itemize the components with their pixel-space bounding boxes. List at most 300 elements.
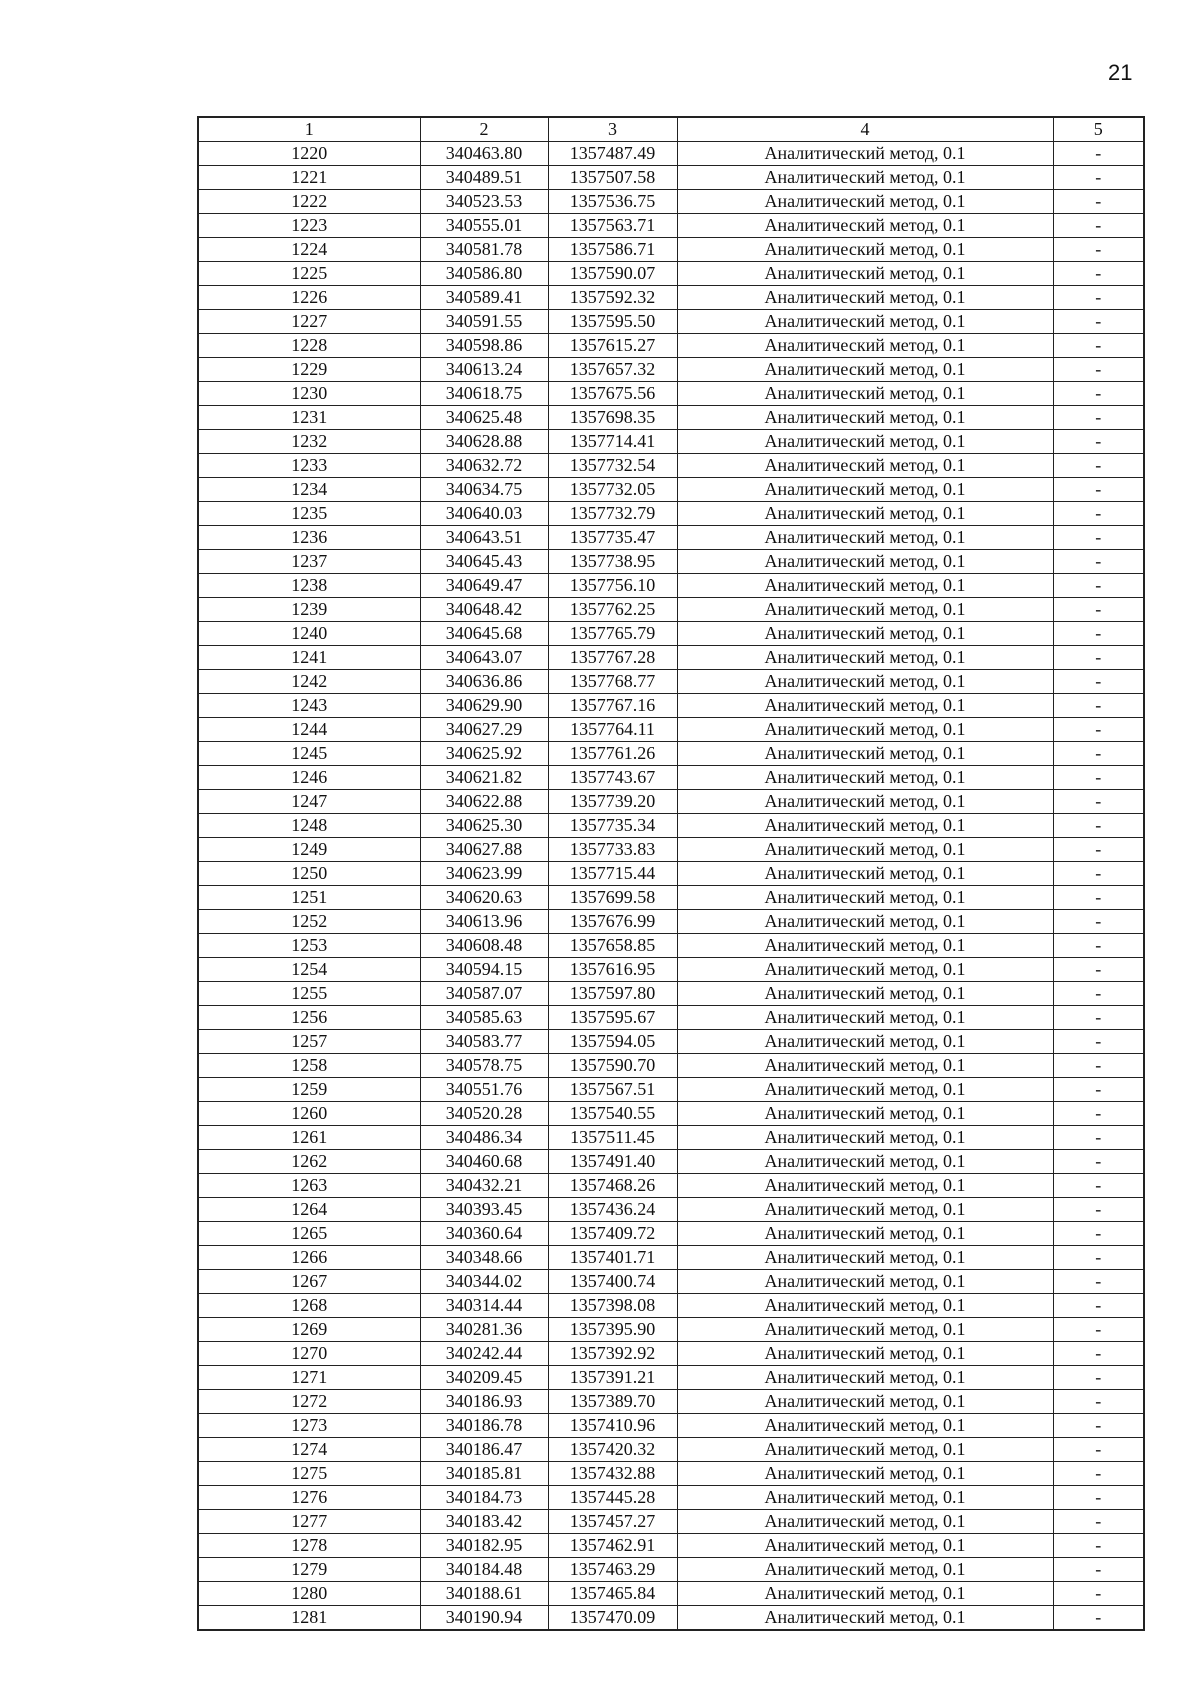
x-coordinate-cell: 340627.29 — [420, 718, 548, 742]
x-coordinate-cell: 340555.01 — [420, 214, 548, 238]
note-cell: - — [1053, 766, 1144, 790]
y-coordinate-cell: 1357615.27 — [548, 334, 677, 358]
point-number-cell: 1252 — [198, 910, 420, 934]
point-number-cell: 1253 — [198, 934, 420, 958]
y-coordinate-cell: 1357594.05 — [548, 1030, 677, 1054]
header-row — [198, 117, 1144, 142]
x-coordinate-cell: 340578.75 — [420, 1054, 548, 1078]
x-coordinate-cell: 340344.02 — [420, 1270, 548, 1294]
method-cell: Аналитический метод, 0.1 — [677, 1390, 1053, 1414]
x-coordinate-cell: 340643.51 — [420, 526, 548, 550]
y-coordinate-cell: 1357767.16 — [548, 694, 677, 718]
method-cell: Аналитический метод, 0.1 — [677, 166, 1053, 190]
table-row — [198, 1366, 1144, 1390]
x-coordinate-cell: 340587.07 — [420, 982, 548, 1006]
method-cell: Аналитический метод, 0.1 — [677, 1534, 1053, 1558]
table-row — [198, 1510, 1144, 1534]
x-coordinate-cell: 340183.42 — [420, 1510, 548, 1534]
point-number-cell: 1277 — [198, 1510, 420, 1534]
x-coordinate-cell: 340460.68 — [420, 1150, 548, 1174]
y-coordinate-cell: 1357595.50 — [548, 310, 677, 334]
point-number-cell: 1251 — [198, 886, 420, 910]
table-row — [198, 1174, 1144, 1198]
table-row — [198, 262, 1144, 286]
x-coordinate-cell: 340608.48 — [420, 934, 548, 958]
note-cell: - — [1053, 1390, 1144, 1414]
method-cell: Аналитический метод, 0.1 — [677, 1366, 1053, 1390]
method-cell: Аналитический метод, 0.1 — [677, 1102, 1053, 1126]
x-coordinate-cell: 340589.41 — [420, 286, 548, 310]
x-coordinate-cell: 340360.64 — [420, 1222, 548, 1246]
x-coordinate-cell: 340348.66 — [420, 1246, 548, 1270]
table-row — [198, 1270, 1144, 1294]
x-coordinate-cell: 340643.07 — [420, 646, 548, 670]
point-number-cell: 1239 — [198, 598, 420, 622]
note-cell: - — [1053, 718, 1144, 742]
point-number-cell: 1246 — [198, 766, 420, 790]
point-number-cell: 1234 — [198, 478, 420, 502]
point-number-cell: 1279 — [198, 1558, 420, 1582]
x-coordinate-cell: 340649.47 — [420, 574, 548, 598]
y-coordinate-cell: 1357595.67 — [548, 1006, 677, 1030]
x-coordinate-cell: 340583.77 — [420, 1030, 548, 1054]
table-header — [198, 117, 1144, 142]
point-number-cell: 1244 — [198, 718, 420, 742]
y-coordinate-cell: 1357658.85 — [548, 934, 677, 958]
x-coordinate-cell: 340185.81 — [420, 1462, 548, 1486]
x-coordinate-cell: 340186.78 — [420, 1414, 548, 1438]
note-cell: - — [1053, 1366, 1144, 1390]
method-cell: Аналитический метод, 0.1 — [677, 1582, 1053, 1606]
header-col-5: 5 — [1053, 117, 1144, 142]
y-coordinate-cell: 1357699.58 — [548, 886, 677, 910]
method-cell: Аналитический метод, 0.1 — [677, 934, 1053, 958]
method-cell: Аналитический метод, 0.1 — [677, 1006, 1053, 1030]
x-coordinate-cell: 340640.03 — [420, 502, 548, 526]
point-number-cell: 1230 — [198, 382, 420, 406]
x-coordinate-cell: 340648.42 — [420, 598, 548, 622]
page-number: 21 — [1108, 60, 1133, 85]
table-row — [198, 1246, 1144, 1270]
method-cell: Аналитический метод, 0.1 — [677, 574, 1053, 598]
point-number-cell: 1255 — [198, 982, 420, 1006]
y-coordinate-cell: 1357567.51 — [548, 1078, 677, 1102]
table-row — [198, 1558, 1144, 1582]
note-cell: - — [1053, 214, 1144, 238]
point-number-cell: 1243 — [198, 694, 420, 718]
x-coordinate-cell: 340523.53 — [420, 190, 548, 214]
note-cell: - — [1053, 574, 1144, 598]
x-coordinate-cell: 340645.68 — [420, 622, 548, 646]
table-row — [198, 958, 1144, 982]
y-coordinate-cell: 1357732.54 — [548, 454, 677, 478]
point-number-cell: 1232 — [198, 430, 420, 454]
note-cell: - — [1053, 334, 1144, 358]
point-number-cell: 1272 — [198, 1390, 420, 1414]
method-cell: Аналитический метод, 0.1 — [677, 1294, 1053, 1318]
x-coordinate-cell: 340636.86 — [420, 670, 548, 694]
x-coordinate-cell: 340613.96 — [420, 910, 548, 934]
method-cell: Аналитический метод, 0.1 — [677, 1030, 1053, 1054]
note-cell: - — [1053, 790, 1144, 814]
table-row — [198, 1606, 1144, 1631]
point-number-cell: 1221 — [198, 166, 420, 190]
table-row — [198, 1486, 1144, 1510]
point-number-cell: 1260 — [198, 1102, 420, 1126]
x-coordinate-cell: 340209.45 — [420, 1366, 548, 1390]
table-row — [198, 838, 1144, 862]
note-cell: - — [1053, 1294, 1144, 1318]
header-col-1: 1 — [198, 117, 420, 142]
y-coordinate-cell: 1357457.27 — [548, 1510, 677, 1534]
y-coordinate-cell: 1357445.28 — [548, 1486, 677, 1510]
x-coordinate-cell: 340632.72 — [420, 454, 548, 478]
x-coordinate-cell: 340594.15 — [420, 958, 548, 982]
note-cell: - — [1053, 742, 1144, 766]
x-coordinate-cell: 340629.90 — [420, 694, 548, 718]
method-cell: Аналитический метод, 0.1 — [677, 1342, 1053, 1366]
point-number-cell: 1262 — [198, 1150, 420, 1174]
point-number-cell: 1264 — [198, 1198, 420, 1222]
method-cell: Аналитический метод, 0.1 — [677, 262, 1053, 286]
y-coordinate-cell: 1357420.32 — [548, 1438, 677, 1462]
y-coordinate-cell: 1357732.79 — [548, 502, 677, 526]
method-cell: Аналитический метод, 0.1 — [677, 550, 1053, 574]
x-coordinate-cell: 340486.34 — [420, 1126, 548, 1150]
note-cell: - — [1053, 646, 1144, 670]
note-cell: - — [1053, 1246, 1144, 1270]
note-cell: - — [1053, 1102, 1144, 1126]
point-number-cell: 1231 — [198, 406, 420, 430]
note-cell: - — [1053, 1582, 1144, 1606]
point-number-cell: 1236 — [198, 526, 420, 550]
method-cell: Аналитический метод, 0.1 — [677, 1246, 1053, 1270]
y-coordinate-cell: 1357392.92 — [548, 1342, 677, 1366]
table-row — [198, 1390, 1144, 1414]
x-coordinate-cell: 340551.76 — [420, 1078, 548, 1102]
y-coordinate-cell: 1357735.47 — [548, 526, 677, 550]
x-coordinate-cell: 340634.75 — [420, 478, 548, 502]
table-row — [198, 1054, 1144, 1078]
method-cell: Аналитический метод, 0.1 — [677, 526, 1053, 550]
table-row — [198, 502, 1144, 526]
x-coordinate-cell: 340628.88 — [420, 430, 548, 454]
y-coordinate-cell: 1357767.28 — [548, 646, 677, 670]
point-number-cell: 1249 — [198, 838, 420, 862]
method-cell: Аналитический метод, 0.1 — [677, 886, 1053, 910]
y-coordinate-cell: 1357765.79 — [548, 622, 677, 646]
table-row — [198, 1078, 1144, 1102]
x-coordinate-cell: 340520.28 — [420, 1102, 548, 1126]
note-cell: - — [1053, 550, 1144, 574]
note-cell: - — [1053, 1150, 1144, 1174]
table-row — [198, 718, 1144, 742]
method-cell: Аналитический метод, 0.1 — [677, 334, 1053, 358]
x-coordinate-cell: 340620.63 — [420, 886, 548, 910]
y-coordinate-cell: 1357410.96 — [548, 1414, 677, 1438]
method-cell: Аналитический метод, 0.1 — [677, 790, 1053, 814]
table-row — [198, 982, 1144, 1006]
table-row — [198, 862, 1144, 886]
y-coordinate-cell: 1357401.71 — [548, 1246, 677, 1270]
table-row — [198, 310, 1144, 334]
point-number-cell: 1240 — [198, 622, 420, 646]
method-cell: Аналитический метод, 0.1 — [677, 286, 1053, 310]
method-cell: Аналитический метод, 0.1 — [677, 1510, 1053, 1534]
point-number-cell: 1220 — [198, 142, 420, 166]
point-number-cell: 1270 — [198, 1342, 420, 1366]
note-cell: - — [1053, 1174, 1144, 1198]
method-cell: Аналитический метод, 0.1 — [677, 190, 1053, 214]
point-number-cell: 1261 — [198, 1126, 420, 1150]
x-coordinate-cell: 340182.95 — [420, 1534, 548, 1558]
y-coordinate-cell: 1357675.56 — [548, 382, 677, 406]
table-row — [198, 454, 1144, 478]
method-cell: Аналитический метод, 0.1 — [677, 430, 1053, 454]
note-cell: - — [1053, 454, 1144, 478]
point-number-cell: 1248 — [198, 814, 420, 838]
table-row — [198, 1462, 1144, 1486]
method-cell: Аналитический метод, 0.1 — [677, 1558, 1053, 1582]
point-number-cell: 1237 — [198, 550, 420, 574]
table-row — [198, 166, 1144, 190]
x-coordinate-cell: 340645.43 — [420, 550, 548, 574]
note-cell: - — [1053, 1462, 1144, 1486]
x-coordinate-cell: 340432.21 — [420, 1174, 548, 1198]
table-row — [198, 1534, 1144, 1558]
note-cell: - — [1053, 1318, 1144, 1342]
note-cell: - — [1053, 910, 1144, 934]
table-row — [198, 1582, 1144, 1606]
table-row — [198, 1198, 1144, 1222]
method-cell: Аналитический метод, 0.1 — [677, 622, 1053, 646]
x-coordinate-cell: 340622.88 — [420, 790, 548, 814]
table-row — [198, 814, 1144, 838]
table-row — [198, 1222, 1144, 1246]
note-cell: - — [1053, 694, 1144, 718]
y-coordinate-cell: 1357738.95 — [548, 550, 677, 574]
y-coordinate-cell: 1357762.25 — [548, 598, 677, 622]
table-row — [198, 238, 1144, 262]
y-coordinate-cell: 1357470.09 — [548, 1606, 677, 1631]
method-cell: Аналитический метод, 0.1 — [677, 958, 1053, 982]
note-cell: - — [1053, 1558, 1144, 1582]
x-coordinate-cell: 340188.61 — [420, 1582, 548, 1606]
table-row — [198, 286, 1144, 310]
note-cell: - — [1053, 1414, 1144, 1438]
note-cell: - — [1053, 1486, 1144, 1510]
table-body — [198, 142, 1144, 1631]
point-number-cell: 1266 — [198, 1246, 420, 1270]
table-row — [198, 1438, 1144, 1462]
y-coordinate-cell: 1357657.32 — [548, 358, 677, 382]
x-coordinate-cell: 340625.48 — [420, 406, 548, 430]
method-cell: Аналитический метод, 0.1 — [677, 382, 1053, 406]
method-cell: Аналитический метод, 0.1 — [677, 1270, 1053, 1294]
y-coordinate-cell: 1357395.90 — [548, 1318, 677, 1342]
table-row — [198, 190, 1144, 214]
point-number-cell: 1241 — [198, 646, 420, 670]
note-cell: - — [1053, 1270, 1144, 1294]
x-coordinate-cell: 340186.47 — [420, 1438, 548, 1462]
y-coordinate-cell: 1357436.24 — [548, 1198, 677, 1222]
note-cell: - — [1053, 886, 1144, 910]
table-row — [198, 1294, 1144, 1318]
table-row — [198, 742, 1144, 766]
point-number-cell: 1274 — [198, 1438, 420, 1462]
table-row — [198, 1414, 1144, 1438]
note-cell: - — [1053, 1006, 1144, 1030]
y-coordinate-cell: 1357732.05 — [548, 478, 677, 502]
x-coordinate-cell: 340625.92 — [420, 742, 548, 766]
table-row — [198, 526, 1144, 550]
point-number-cell: 1226 — [198, 286, 420, 310]
table-row — [198, 478, 1144, 502]
table-row — [198, 430, 1144, 454]
point-number-cell: 1275 — [198, 1462, 420, 1486]
note-cell: - — [1053, 1342, 1144, 1366]
method-cell: Аналитический метод, 0.1 — [677, 1150, 1053, 1174]
method-cell: Аналитический метод, 0.1 — [677, 982, 1053, 1006]
method-cell: Аналитический метод, 0.1 — [677, 670, 1053, 694]
point-number-cell: 1227 — [198, 310, 420, 334]
note-cell: - — [1053, 838, 1144, 862]
point-number-cell: 1223 — [198, 214, 420, 238]
point-number-cell: 1235 — [198, 502, 420, 526]
note-cell: - — [1053, 1222, 1144, 1246]
y-coordinate-cell: 1357616.95 — [548, 958, 677, 982]
x-coordinate-cell: 340489.51 — [420, 166, 548, 190]
method-cell: Аналитический метод, 0.1 — [677, 1438, 1053, 1462]
note-cell: - — [1053, 958, 1144, 982]
note-cell: - — [1053, 166, 1144, 190]
y-coordinate-cell: 1357761.26 — [548, 742, 677, 766]
method-cell: Аналитический метод, 0.1 — [677, 1198, 1053, 1222]
method-cell: Аналитический метод, 0.1 — [677, 742, 1053, 766]
x-coordinate-cell: 340623.99 — [420, 862, 548, 886]
x-coordinate-cell: 340581.78 — [420, 238, 548, 262]
method-cell: Аналитический метод, 0.1 — [677, 502, 1053, 526]
note-cell: - — [1053, 1198, 1144, 1222]
point-number-cell: 1265 — [198, 1222, 420, 1246]
method-cell: Аналитический метод, 0.1 — [677, 814, 1053, 838]
coordinates-table — [197, 116, 1145, 1631]
y-coordinate-cell: 1357735.34 — [548, 814, 677, 838]
y-coordinate-cell: 1357468.26 — [548, 1174, 677, 1198]
x-coordinate-cell: 340625.30 — [420, 814, 548, 838]
y-coordinate-cell: 1357756.10 — [548, 574, 677, 598]
table-row — [198, 1102, 1144, 1126]
y-coordinate-cell: 1357698.35 — [548, 406, 677, 430]
note-cell: - — [1053, 286, 1144, 310]
y-coordinate-cell: 1357715.44 — [548, 862, 677, 886]
point-number-cell: 1258 — [198, 1054, 420, 1078]
note-cell: - — [1053, 934, 1144, 958]
method-cell: Аналитический метод, 0.1 — [677, 718, 1053, 742]
y-coordinate-cell: 1357463.29 — [548, 1558, 677, 1582]
note-cell: - — [1053, 1534, 1144, 1558]
method-cell: Аналитический метод, 0.1 — [677, 766, 1053, 790]
table-row — [198, 1030, 1144, 1054]
point-number-cell: 1254 — [198, 958, 420, 982]
table-row — [198, 766, 1144, 790]
note-cell: - — [1053, 382, 1144, 406]
point-number-cell: 1238 — [198, 574, 420, 598]
y-coordinate-cell: 1357536.75 — [548, 190, 677, 214]
note-cell: - — [1053, 862, 1144, 886]
point-number-cell: 1257 — [198, 1030, 420, 1054]
y-coordinate-cell: 1357597.80 — [548, 982, 677, 1006]
method-cell: Аналитический метод, 0.1 — [677, 1126, 1053, 1150]
point-number-cell: 1276 — [198, 1486, 420, 1510]
note-cell: - — [1053, 262, 1144, 286]
x-coordinate-cell: 340184.73 — [420, 1486, 548, 1510]
method-cell: Аналитический метод, 0.1 — [677, 214, 1053, 238]
x-coordinate-cell: 340586.80 — [420, 262, 548, 286]
point-number-cell: 1268 — [198, 1294, 420, 1318]
x-coordinate-cell: 340242.44 — [420, 1342, 548, 1366]
x-coordinate-cell: 340613.24 — [420, 358, 548, 382]
table-row — [198, 1126, 1144, 1150]
method-cell: Аналитический метод, 0.1 — [677, 1222, 1053, 1246]
x-coordinate-cell: 340393.45 — [420, 1198, 548, 1222]
point-number-cell: 1222 — [198, 190, 420, 214]
note-cell: - — [1053, 430, 1144, 454]
y-coordinate-cell: 1357714.41 — [548, 430, 677, 454]
table-row — [198, 142, 1144, 166]
note-cell: - — [1053, 814, 1144, 838]
table-row — [198, 598, 1144, 622]
table-row — [198, 214, 1144, 238]
note-cell: - — [1053, 526, 1144, 550]
method-cell: Аналитический метод, 0.1 — [677, 478, 1053, 502]
x-coordinate-cell: 340585.63 — [420, 1006, 548, 1030]
point-number-cell: 1250 — [198, 862, 420, 886]
table-row — [198, 622, 1144, 646]
note-cell: - — [1053, 142, 1144, 166]
point-number-cell: 1263 — [198, 1174, 420, 1198]
y-coordinate-cell: 1357491.40 — [548, 1150, 677, 1174]
table-row — [198, 334, 1144, 358]
note-cell: - — [1053, 502, 1144, 526]
point-number-cell: 1224 — [198, 238, 420, 262]
point-number-cell: 1242 — [198, 670, 420, 694]
table-row — [198, 550, 1144, 574]
x-coordinate-cell: 340598.86 — [420, 334, 548, 358]
table-row — [198, 382, 1144, 406]
method-cell: Аналитический метод, 0.1 — [677, 1462, 1053, 1486]
x-coordinate-cell: 340190.94 — [420, 1606, 548, 1631]
y-coordinate-cell: 1357676.99 — [548, 910, 677, 934]
y-coordinate-cell: 1357563.71 — [548, 214, 677, 238]
table-row — [198, 1342, 1144, 1366]
note-cell: - — [1053, 1606, 1144, 1631]
point-number-cell: 1267 — [198, 1270, 420, 1294]
method-cell: Аналитический метод, 0.1 — [677, 1174, 1053, 1198]
note-cell: - — [1053, 1078, 1144, 1102]
header-col-3: 3 — [548, 117, 677, 142]
method-cell: Аналитический метод, 0.1 — [677, 238, 1053, 262]
y-coordinate-cell: 1357465.84 — [548, 1582, 677, 1606]
y-coordinate-cell: 1357462.91 — [548, 1534, 677, 1558]
y-coordinate-cell: 1357540.55 — [548, 1102, 677, 1126]
note-cell: - — [1053, 1510, 1144, 1534]
x-coordinate-cell: 340281.36 — [420, 1318, 548, 1342]
note-cell: - — [1053, 1030, 1144, 1054]
point-number-cell: 1247 — [198, 790, 420, 814]
table-row — [198, 910, 1144, 934]
point-number-cell: 1280 — [198, 1582, 420, 1606]
